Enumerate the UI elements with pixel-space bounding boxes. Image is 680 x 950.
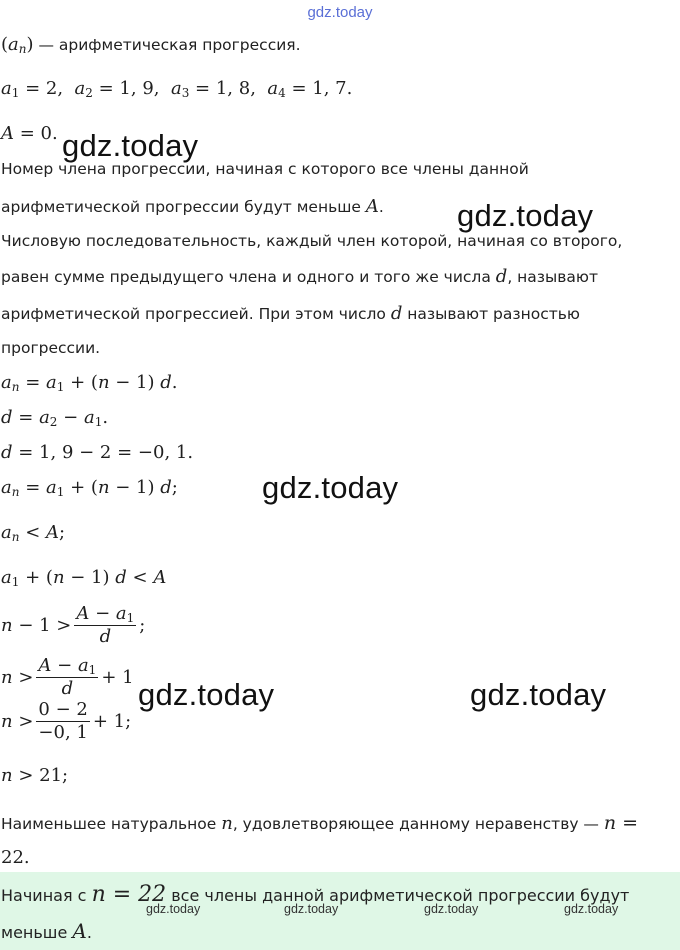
given-progression: $(a_n)$ — арифметическая прогрессия.	[1, 34, 301, 56]
watermark: gdz.today	[424, 902, 479, 916]
inequality-expanded: $a_1 + (n - 1) d < A$	[1, 567, 167, 589]
inequality-result: n > 21;	[1, 765, 69, 786]
formula-nth-term: $a_n = a_1 + (n - 1)$ d.	[1, 372, 178, 394]
inequality-step2: n > $\frac{A - a_1}{d}$ + 1	[1, 655, 134, 699]
given-terms: $a_1 = 2$, $a_2 = 1$, 9, $a_3 = 1$, 8, $a_4 = 1$, 7.	[1, 78, 353, 100]
question-line2: арифметической прогрессии будут меньше A.	[1, 196, 384, 217]
watermark: gdz.today	[62, 128, 199, 163]
conclusion-line1: Наименьшее натуральное n, удовлетворяющее данному неравенству — n =	[1, 812, 639, 834]
watermark: gdz.today	[262, 470, 399, 505]
definition-line4: прогрессии.	[1, 339, 101, 357]
inequality-step3: n > $\frac{0 - 2}{-0, 1}$ + 1;	[1, 699, 132, 743]
watermark: gdz.today	[457, 198, 594, 233]
inequality-step1: n − 1 > $\frac{A - a_1}{d}$ ;	[1, 603, 146, 647]
answer-line2: меньше A.	[1, 919, 92, 943]
answer-box	[0, 872, 680, 950]
watermark: gdz.today	[284, 902, 339, 916]
watermark: gdz.today	[138, 677, 275, 712]
conclusion-line2: 22.	[1, 847, 30, 868]
formula-difference: $d = a_2 - a_1$.	[1, 407, 109, 429]
formula-nth-term-2: $a_n = a_1 + (n - 1)$ d;	[1, 477, 178, 499]
answer-line1: Начиная с n = 22 все члены данной арифметической прогрессии будут	[1, 882, 630, 907]
inequality-an-less-A: $a_n < A$;	[1, 522, 66, 544]
definition-line3: арифметической прогрессией. При этом число d называют разностью	[1, 303, 580, 324]
watermark: gdz.today	[564, 902, 619, 916]
given-A: A = 0.	[1, 123, 58, 144]
watermark-top: gdz.today	[307, 4, 373, 21]
question-line1: Номер члена прогрессии, начиная с которого все члены данной	[1, 160, 529, 178]
watermark: gdz.today	[470, 677, 607, 712]
definition-line2: равен сумме предыдущего члена и одного и того же числа d, называют	[1, 266, 598, 287]
watermark: gdz.today	[146, 902, 201, 916]
formula-difference-value: d = 1, 9 − 2 = −0, 1.	[1, 442, 194, 463]
definition-line1: Числовую последовательность, каждый член которой, начиная со второго,	[1, 232, 623, 250]
